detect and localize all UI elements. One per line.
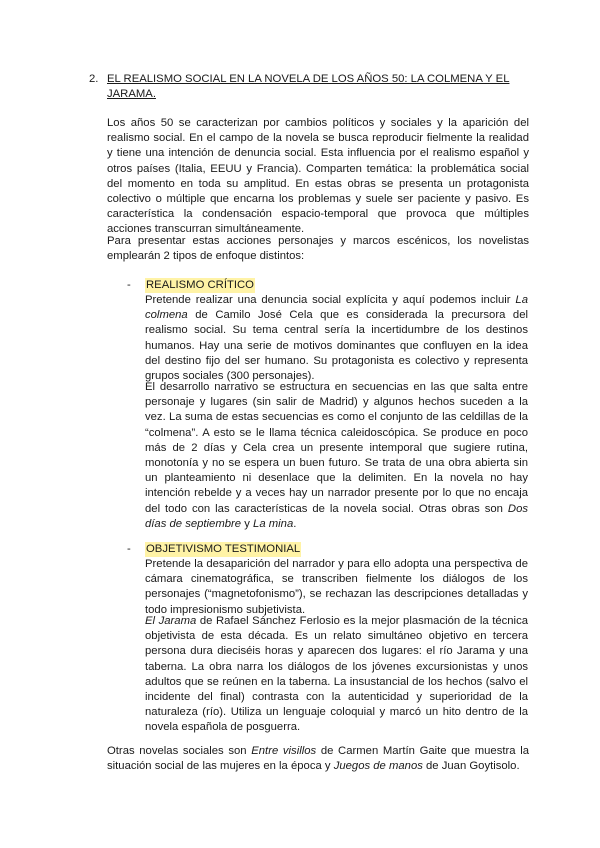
book-title-juegos-de-manos: Juegos de manos [333,760,423,773]
bullet-dash: - [127,543,131,555]
objetivismo-paragraph-2: El Jarama de Rafael Sánchez Ferlosio es la mejor plasmación de la técnica objetivista de esta década. Es un relato simultáneo objetivo en tercera persona dura dieciséis horas y aparecen dos lugares: el río Jarama y una taberna. La obra narra los diálogos de los jóvenes excursionistas y unos adultos que se reúnen en la taberna. La insustancial de los hechos (salvo el incidente del final) contrasta con la autenticidad y superioridad de la naturaleza (río). Utiliza un lenguaje coloquial y marcó un hito dentro de la novela española de posguerra. [145,615,529,734]
book-title-dos-dias: Dos días de septiembre [145,502,528,530]
realismo-paragraph-1: Pretende realizar una denuncia social explícita y aquí podemos incluir La colmena de Camilo José Cela que es considerada la precursora del realismo social. Su tema central sería la incertidumbre de los destinos humanos. Hay una serie de motivos dominantes que confluyen en la idea del destino fijo del ser humano. Su protagonista es colectivo y representa grupos sociales (300 personajes). [145,294,528,383]
book-title-la-mina: La mina [253,517,294,530]
bullet-label-realismo: REALISMO CRÍTICO [146,279,254,291]
realismo-paragraph-2: El desarrollo narrativo se estructura en secuencias en las que salta entre personaje y lugares (sin salir de Madrid) y algunos hechos suceden a la vez. La suma de estas secuencias es como el conjunto de las celdillas de la “colmena”. A esto se le llama técnica caleidoscópica. Se produce en poco más de 2 días y Cela crea un presente intemporal que sugiere rutina, monotonía y no se espera un buen futuro. Se trata de una obra abierta sin un planteamiento ni desenlace que la delimiten. En la novela no hay intención rebelde y a veces hay un narrador presente por lo que no encaja del todo con las características de la novela social. Otras obras son Dos días de septiembre y La mina. [145,381,528,530]
objetivismo-paragraph-1: Pretende la desaparición del narrador y para ello adopta una perspectiva de cámara cinematográfica, se transcriben fielmente los diálogos de los personajes (“magnetofonismo”), se rechazan las descripciones detalladas y todo impresionismo subjetivista. [145,558,528,616]
section-number: 2. [89,73,99,85]
book-title-la-colmena: La colmena [145,294,528,322]
section-title: EL REALISMO SOCIAL EN LA NOVELA DE LOS AÑOS 50: LA COLMENA Y EL JARAMA. [107,73,510,100]
bullet-label-objetivismo: OBJETIVISMO TESTIMONIAL [146,543,301,555]
closing-paragraph: Otras novelas sociales son Entre visillos de Carmen Martín Gaite que muestra la situación social de las mujeres en la época y Juegos de manos de Juan Goytisolo. [107,745,529,773]
book-title-el-jarama: El Jarama [145,615,197,627]
section-heading [89,72,519,102]
bullet-dash: - [127,279,131,291]
intro-paragraph: Los años 50 se caracterizan por cambios políticos y sociales y la aparición del realismo social. En el campo de la novela se busca reproducir fielmente la realidad y tiene una intención de denuncia social. Esta influencia por el realismo español y otros países (Italia, EEUU y Francia). Comparten temática: la problemática social del momento en toda su amplitud. En estas obras se presenta un protagonista colectivo o múltiple que encarna los problemas y suele ser paciente y pasivo. Es característica la condensación espacio-temporal que provoca que múltiples acciones transcurran simultáneamente. [107,117,529,236]
book-title-entre-visillos: Entre visillos [251,745,317,757]
intro-lead: Para presentar estas acciones personajes y marcos escénicos, los novelistas emplearán 2 tipos de enfoque distintos: [107,235,529,263]
